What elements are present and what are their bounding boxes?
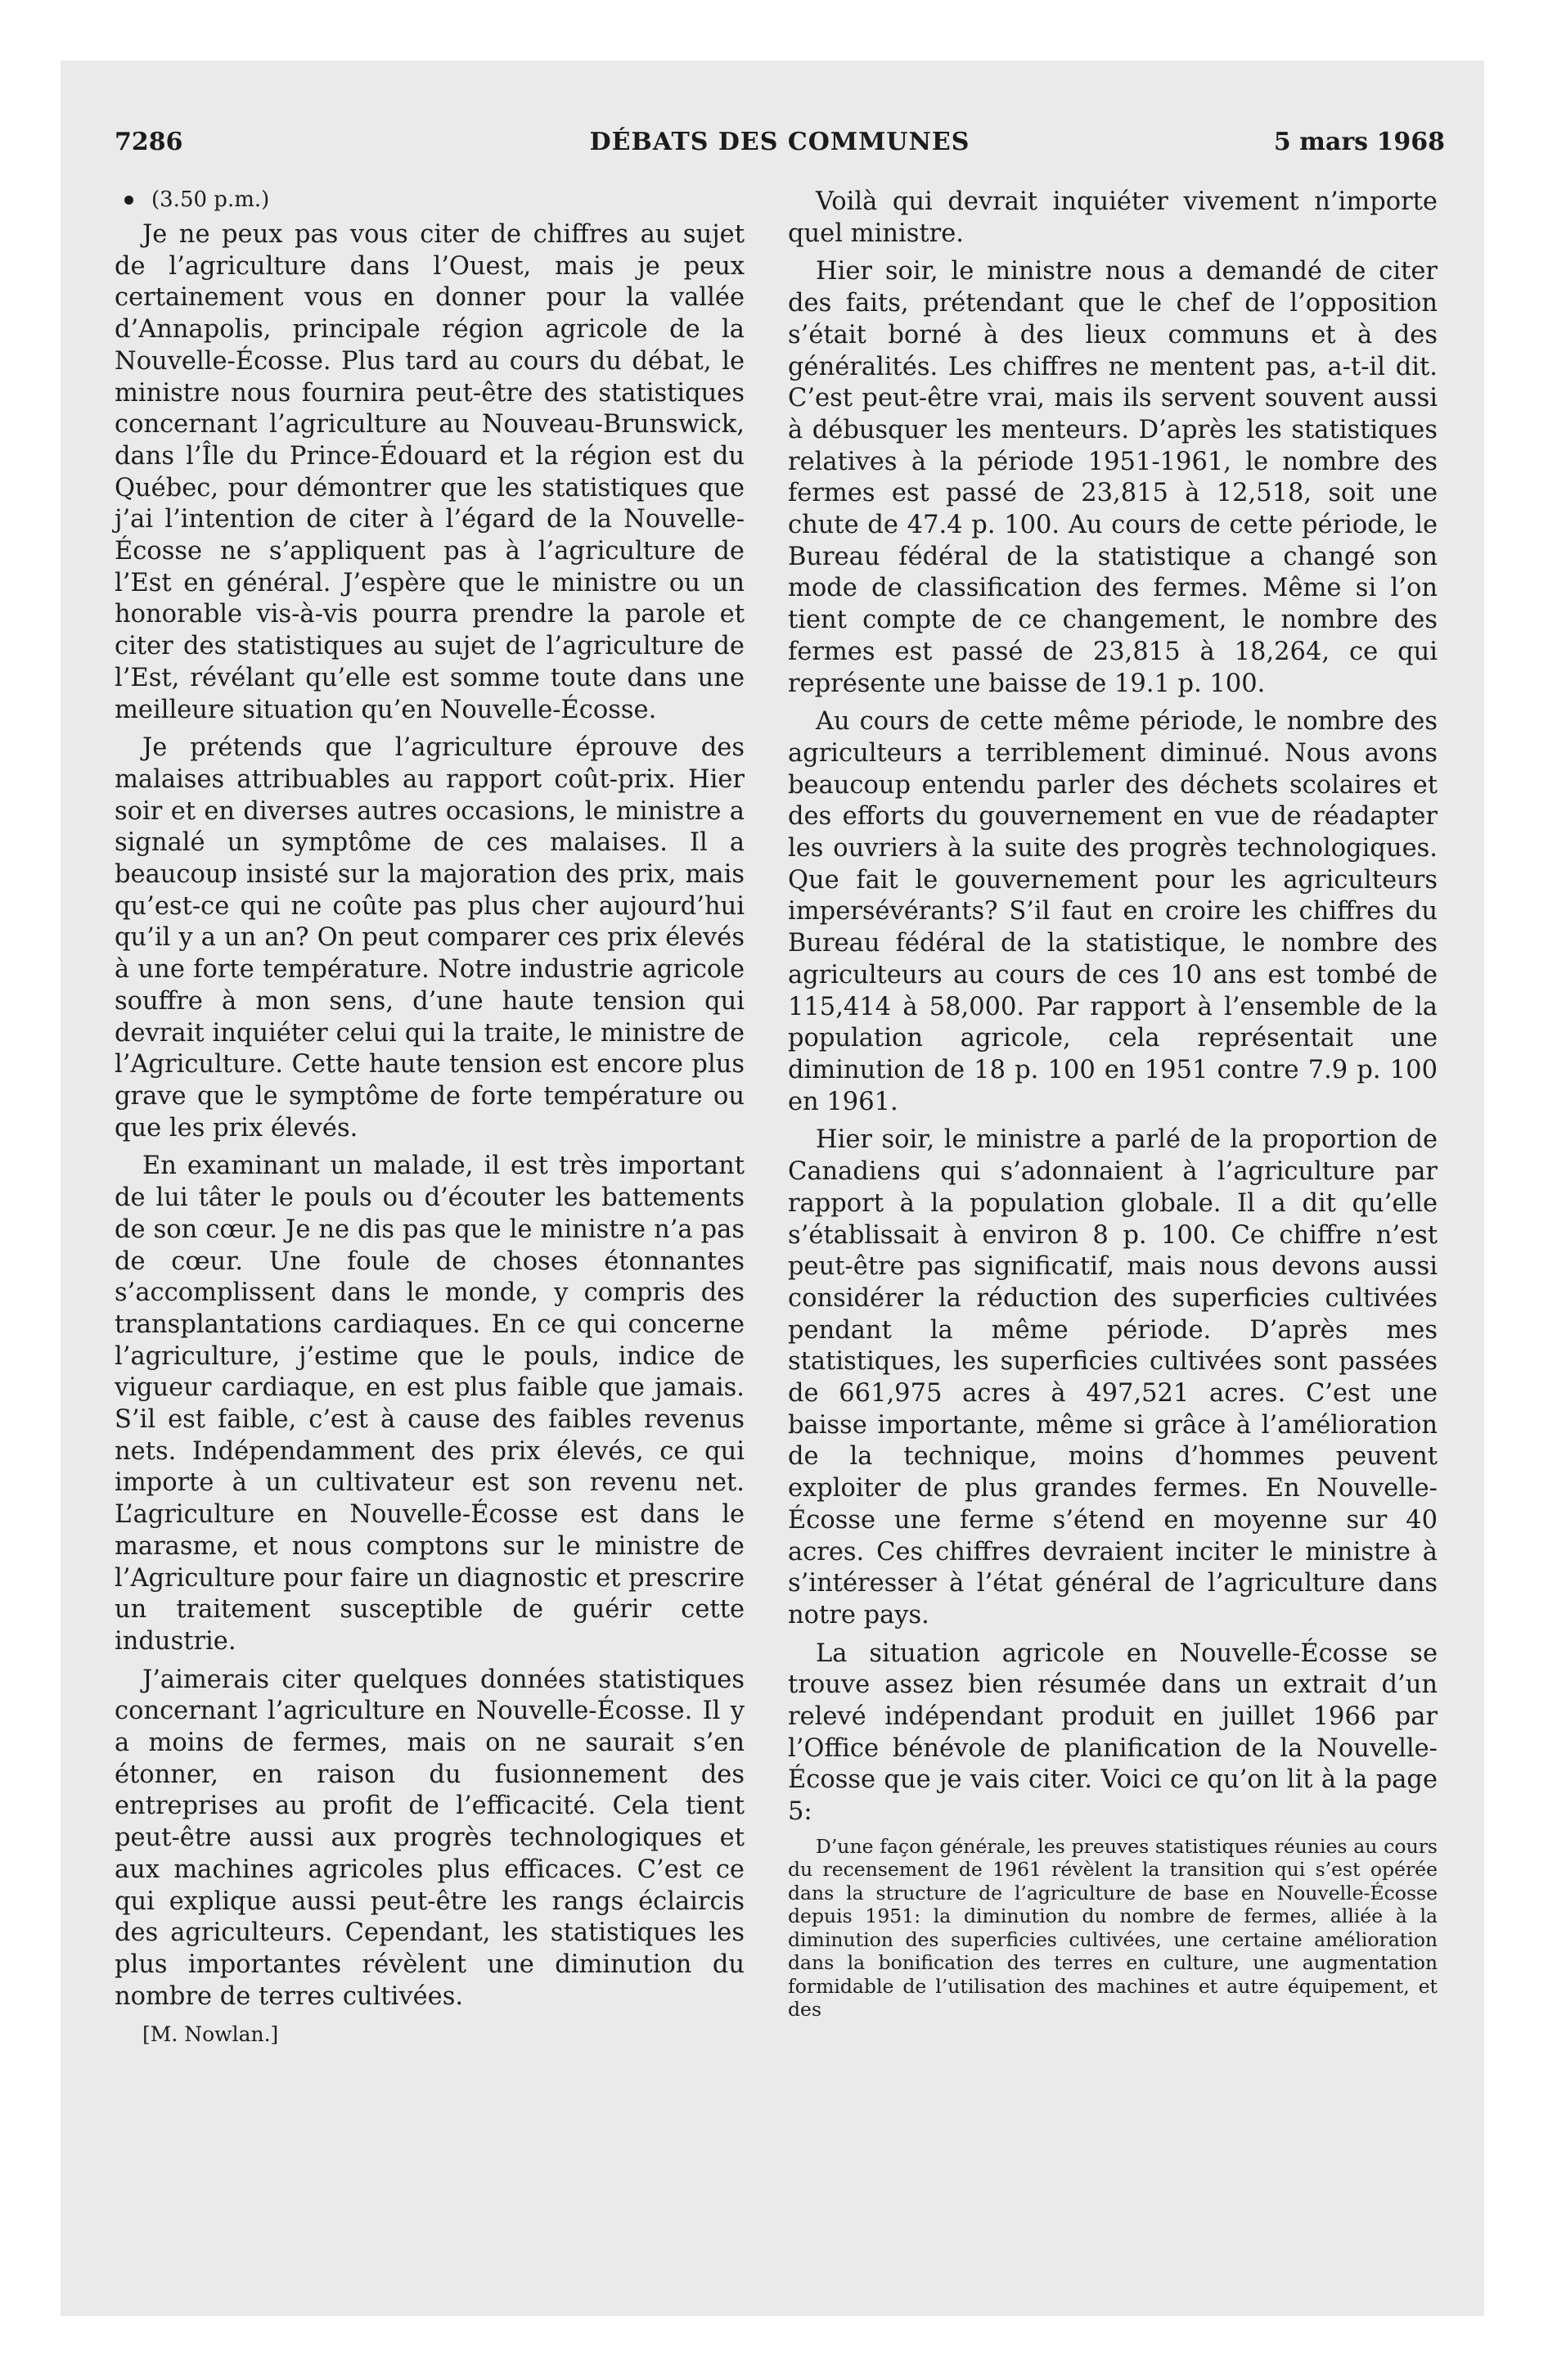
session-date: 5 mars 1968 <box>1273 128 1445 156</box>
page-header <box>115 128 1445 160</box>
time-stamp-line <box>115 187 745 213</box>
page-number: 7286 <box>115 128 183 156</box>
paragraph: Voilà qui devrait inquiéter vivement n’importe quel ministre. <box>788 187 1438 248</box>
paragraph: En examinant un malade, il est très important de lui tâter le pouls ou d’écouter les battements de son cœur. Je ne dis pas que le ministre n’a pas de cœur. Une foule de choses étonnantes s’accomplissent dans le monde, y compris des transplantations cardiaques. En ce qui concerne l’agriculture, j’estime que le pouls, indice de vigueur cardiaque, en est plus faible que jamais. S’il est faible, c’est à cause des faibles revenus nets. Indépendamment des prix élevés, ce qui importe à un cultivateur est son revenu net. L’agriculture en Nouvelle-Écosse est dans le marasme, et nous comptons sur le ministre de l’Agriculture pour faire un diagnostic et prescrire un traitement susceptible de guérir cette industrie. <box>115 1152 745 1656</box>
left-column <box>115 187 745 2058</box>
bullet-icon <box>124 196 133 205</box>
right-column <box>788 187 1438 2028</box>
paragraph: Hier soir, le ministre nous a demandé de citer des faits, prétendant que le chef de l’opposition s’était borné à des lieux communs et à des généralités. Les chiffres ne mentent pas, a-t-il dit. C’est peut-être vrai, mais ils servent souvent aussi à débusquer les menteurs. D’après les statistiques relatives à la période 1951-1961, le nombre des fermes est passé de 23,815 à 12,518, soit une chute de 47.4 p. 100. Au cours de cette période, le Bureau fédéral de la statistique a changé son mode de classification des fermes. Même si l’on tient compte de ce changement, le nombre des fermes est passé de 23,815 à 18,264, ce qui représente une baisse de 19.1 p. 100. <box>788 257 1438 698</box>
paragraph: Je ne peux pas vous citer de chiffres au sujet de l’agriculture dans l’Ouest, mais je peux certainement vous en donner pour la vallée d’Annapolis, principale région agricole de la Nouvelle-Écosse. Plus tard au cours du débat, le ministre nous fournira peut-être des statistiques concernant l’agriculture au Nouveau-Brunswick, dans l’Île du Prince-Édouard et la région est du Québec, pour démontrer que les statistiques que j’ai l’intention de citer à l’égard de la Nouvelle-Écosse ne s’appliquent pas à l’agriculture de l’Est en général. J’espère que le ministre ou un honorable vis-à-vis pourra prendre la parole et citer des statistiques au sujet de l’agriculture de l’Est, révélant qu’elle est somme toute dans une meilleure situation qu’en Nouvelle-Écosse. <box>115 220 745 724</box>
publication-title: DÉBATS DES COMMUNES <box>589 128 970 156</box>
time-stamp: (3.50 p.m.) <box>151 187 270 212</box>
document-page <box>61 61 1484 2316</box>
paragraph: La situation agricole en Nouvelle-Écosse se trouve assez bien résumée dans un extrait d’un relevé indépendant produit en juillet 1966 par l’Office bénévole de planification de la Nouvelle-Écosse que je vais citer. Voici ce qu’on lit à la page 5: <box>788 1639 1438 1827</box>
paragraph: Je prétends que l’agriculture éprouve des malaises attribuables au rapport coût-prix. Hier soir et en diverses autres occasions, le ministre a signalé un symptôme de ces malaises. Il a beaucoup insisté sur la majoration des prix, mais qu’est-ce qui ne coûte pas plus cher aujourd’hui qu’il y a un an? On peut comparer ces prix élevés à une forte température. Notre industrie agricole souffre à mon sens, d’une haute tension qui devrait inquiéter celui qui la traite, le ministre de l’Agriculture. Cette haute tension est encore plus grave que le symptôme de forte température ou que les prix élevés. <box>115 733 745 1143</box>
paragraph: J’aimerais citer quelques données statistiques concernant l’agriculture en Nouvelle-Écosse. Il y a moins de fermes, mais on ne saurait s’en étonner, en raison du fusionnement des entreprises au profit de l’efficacité. Cela tient peut-être aussi aux progrès technologiques et aux machines agricoles plus efficaces. C’est ce qui explique aussi peut-être les rangs éclaircis des agriculteurs. Cependant, les statistiques les plus importantes révèlent une diminution du nombre de terres cultivées. <box>115 1665 745 2011</box>
paragraph: Au cours de cette même période, le nombre des agriculteurs a terriblement diminué. Nous avons beaucoup entendu parler des déchets scolaires et des efforts du gouvernement en vue de réadapter les ouvriers à la suite des progrès technologiques. Que fait le gouvernement pour les agriculteurs impersévérants? S’il faut en croire les chiffres du Bureau fédéral de la statistique, le nombre des agriculteurs au cours de ces 10 ans est tombé de 115,414 à 58,000. Par rapport à l’ensemble de la population agricole, cela représentait une diminution de 18 p. 100 en 1951 contre 7.9 p. 100 en 1961. <box>788 707 1438 1116</box>
speaker-attribution: [M. Nowlan.] <box>142 2022 279 2047</box>
paragraph: Hier soir, le ministre a parlé de la proportion de Canadiens qui s’adonnaient à l’agriculture par rapport à la population globale. Il a dit qu’elle s’établissait à environ 8 p. 100. Ce chiffre n’est peut-être pas significatif, mais nous devons aussi considérer la réduction des superficies cultivées pendant la même période. D’après mes statistiques, les superficies cultivées sont passées de 661,975 acres à 497,521 acres. C’est une baisse importante, même si grâce à l’amélioration de la technique, moins d’hommes peuvent exploiter de plus grandes fermes. En Nouvelle-Écosse une ferme s’étend en moyenne sur 40 acres. Ces chiffres devraient inciter le ministre à s’intéresser à l’état général de l’agriculture dans notre pays. <box>788 1125 1438 1629</box>
block-quote: D’une façon générale, les preuves statistiques réunies au cours du recensement de 1961 révèlent la transition qui s’est opérée dans la structure de l’agriculture de base en Nouvelle-Écosse depuis 1951: la diminution du nombre de fermes, alliée à la diminution des superficies cultivées, une certaine amélioration dans la bonification des terres en culture, une augmentation formidable de l’utilisation des machines et autre équipement, et des <box>788 1834 1438 2022</box>
